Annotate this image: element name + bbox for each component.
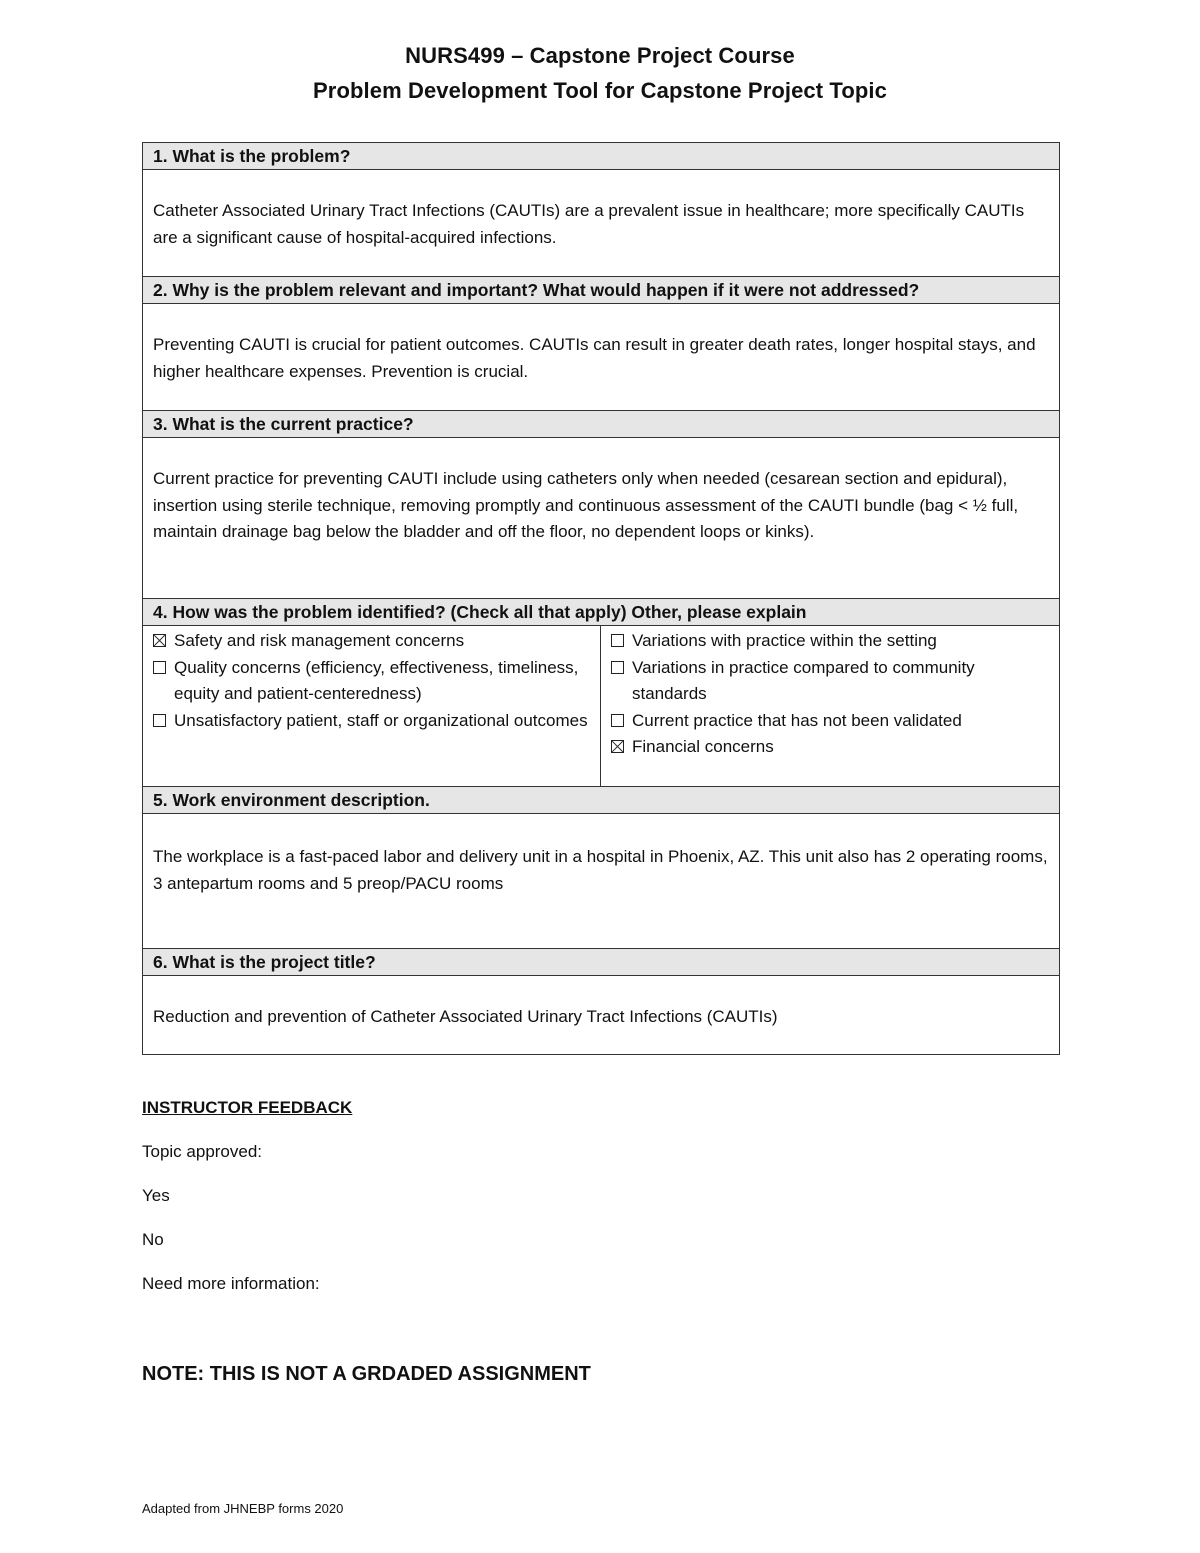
checkbox-variations-community-standards[interactable]: [611, 655, 1049, 708]
checkbox-icon[interactable]: [611, 661, 624, 674]
instructor-feedback: [142, 1094, 352, 1298]
note-text: NOTE: THIS IS NOT A GRDADED ASSIGNMENT: [142, 1363, 591, 1385]
q4-checklist-left: [143, 626, 601, 786]
problem-development-form: [142, 142, 1060, 1055]
course-title: NURS499 – Capstone Project Course: [405, 43, 795, 68]
footer-credit: Adapted from JHNEBP forms 2020: [142, 1501, 344, 1516]
checkbox-icon[interactable]: [153, 661, 166, 674]
q4-checklist: [143, 626, 1059, 786]
q3-answer: Current practice for preventing CAUTI include using catheters only when needed (cesarean section and epidural), insertion using sterile technique, removing promptly and continuous assessment of the CAUTI bundle (bag < ½ full, maintain drainage bag below the bladder and off the floor, no dependent loops or kinks).: [153, 469, 1019, 541]
q5-answer: The workplace is a fast-paced labor and delivery unit in a hospital in Phoenix, AZ. This unit also has 2 operating rooms, 3 antepartum rooms and 5 preop/PACU rooms: [153, 847, 1048, 893]
no-label: No: [142, 1230, 164, 1249]
checkbox-icon[interactable]: [153, 634, 166, 647]
q2-answer: Preventing CAUTI is crucial for patient outcomes. CAUTIs can result in greater death rates, longer hospital stays, and higher healthcare expenses. Prevention is crucial.: [153, 335, 1036, 381]
checkbox-variations-within-setting[interactable]: [611, 628, 1049, 655]
checkbox-unsatisfactory-outcomes[interactable]: [153, 708, 590, 735]
document-title: [0, 38, 1200, 108]
q4-checklist-right: [601, 626, 1059, 786]
q4-header: 4. How was the problem identified? (Check all that apply) Other, please explain: [143, 598, 1059, 626]
checkbox-financial-concerns[interactable]: [611, 734, 1049, 761]
q2-header: 2. Why is the problem relevant and important? What would happen if it were not addressed?: [143, 276, 1059, 304]
topic-approved-label: Topic approved:: [142, 1142, 263, 1161]
checkbox-not-validated[interactable]: [611, 708, 1049, 735]
checkbox-icon[interactable]: [611, 634, 624, 647]
checkbox-safety-risk[interactable]: [153, 628, 590, 655]
checkbox-icon[interactable]: [611, 740, 624, 753]
q3-header: 3. What is the current practice?: [143, 410, 1059, 438]
q6-answer: Reduction and prevention of Catheter Associated Urinary Tract Infections (CAUTIs): [153, 1007, 778, 1026]
checkbox-label: Unsatisfactory patient, staff or organizational outcomes: [174, 710, 588, 730]
checkbox-label: Safety and risk management concerns: [174, 631, 465, 650]
checkbox-label: Variations in practice compared to community standards: [632, 657, 975, 703]
q6-header: 6. What is the project title?: [143, 948, 1059, 976]
q1-header: 1. What is the problem?: [143, 143, 1059, 170]
feedback-heading: INSTRUCTOR FEEDBACK: [142, 1098, 353, 1117]
checkbox-label: Financial concerns: [632, 737, 774, 756]
tool-title: Problem Development Tool for Capstone Project Topic: [313, 78, 887, 103]
checkbox-icon[interactable]: [611, 714, 624, 727]
checkbox-icon[interactable]: [153, 714, 166, 727]
checkbox-label: Current practice that has not been validated: [632, 710, 962, 730]
yes-label: Yes: [142, 1186, 170, 1205]
q1-answer: Catheter Associated Urinary Tract Infections (CAUTIs) are a prevalent issue in healthcare; more specifically CAUTIs are a significant cause of hospital-acquired infections.: [153, 201, 1025, 247]
need-more-info-label: Need more information:: [142, 1274, 320, 1293]
q5-header: 5. Work environment description.: [143, 786, 1059, 814]
checkbox-quality-concerns[interactable]: [153, 655, 590, 708]
checkbox-label: Variations with practice within the setting: [632, 631, 937, 650]
checkbox-label: Quality concerns (efficiency, effectiveness, timeliness, equity and patient-centeredness): [174, 657, 579, 703]
